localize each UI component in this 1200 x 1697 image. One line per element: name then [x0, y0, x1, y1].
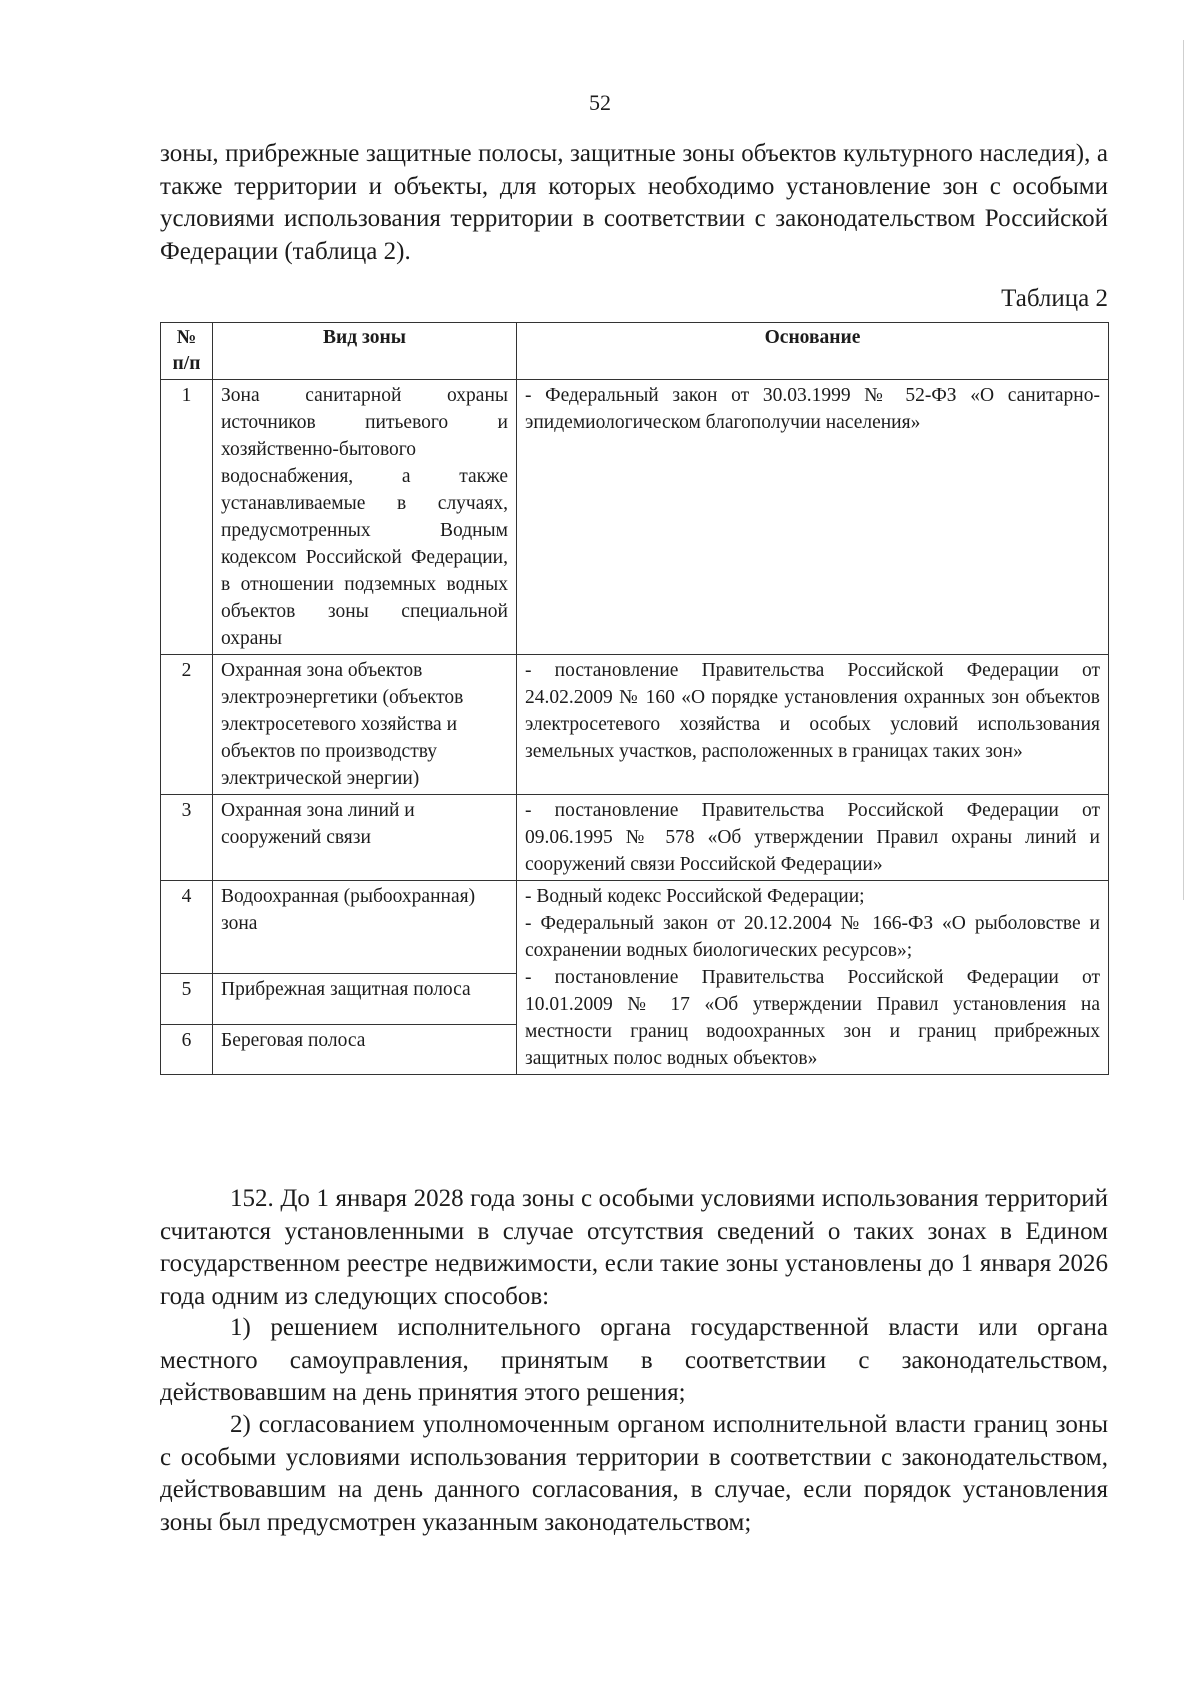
- basis-line: - Водный кодекс Российской Федерации;: [525, 886, 865, 907]
- row-basis: - постановление Правительства Российской Федерации от 24.02.2009 № 160 «О порядке установления охранных зон объектов электросетевого хозяйства и особых условий использования земельных участков, расположенных в границах таких зон»: [517, 655, 1109, 795]
- table-row: [161, 655, 1109, 795]
- scan-edge-line: [1183, 40, 1184, 900]
- table-row: [161, 881, 1109, 974]
- paragraph-152: 152. До 1 января 2028 года зоны с особыми условиями использования территорий считаются установленными в случае отсутствия сведений о таких зонах в Едином государственном реестре недвижимости, если такие зоны установлены до 1 января 2026 года одним из следующих способов:: [160, 1185, 1108, 1310]
- list-item-1: 1) решением исполнительного органа государственной власти или органа местного самоуправления, принятым в соответствии с законодательством, действовавшим на день принятия этого решения;: [160, 1314, 1108, 1406]
- row-basis: - постановление Правительства Российской Федерации от 09.06.1995 № 578 «Об утверждении Правил охраны линий и сооружений связи Российской Федерации»: [517, 795, 1109, 881]
- table-header-row: [161, 323, 1109, 380]
- row-num: 2: [161, 655, 213, 795]
- row-zone: Охранная зона линий и сооружений связи: [213, 795, 517, 881]
- table-row: [161, 795, 1109, 881]
- basis-line: - Федеральный закон от 20.12.2004 № 166-ФЗ «О рыболовстве и сохранении водных биологических ресурсов»;: [525, 913, 1100, 961]
- row-num: 4: [161, 881, 213, 974]
- list-item-2: 2) согласованием уполномоченным органом исполнительной власти границ зоны с особыми условиями использования территории в соответствии с законодательством, действовавшим на день данного согласования, в случае, если порядок установления зоны был предусмотрен указанным законодательством;: [160, 1411, 1108, 1536]
- header-basis: Основание: [517, 323, 1109, 380]
- zones-table: [160, 322, 1109, 1075]
- header-num: № п/п: [161, 323, 213, 380]
- basis-line: - постановление Правительства Российской Федерации от 10.01.2009 № 17 «Об утверждении Правил установления на местности границ водоохранных зон и границ прибрежных защитных полос водных объектов»: [525, 967, 1100, 1069]
- row-num: 6: [161, 1024, 213, 1074]
- page-number: 52: [589, 90, 611, 115]
- row-zone: Прибрежная защитная полоса: [213, 974, 517, 1024]
- shared-basis-cell: [517, 881, 1109, 1075]
- row-zone: Береговая полоса: [213, 1024, 517, 1074]
- row-zone: Охранная зона объектов электроэнергетики (объектов электросетевого хозяйства и объектов по производству электрической энергии): [213, 655, 517, 795]
- row-num: 3: [161, 795, 213, 881]
- intro-paragraph: зоны, прибрежные защитные полосы, защитные зоны объектов культурного наследия), а также территории и объекты, для которых необходимо установление зон с особыми условиями использования территории в соответствии с законодательством Российской Федерации (таблица 2).: [160, 140, 1108, 265]
- header-zone: Вид зоны: [213, 323, 517, 380]
- row-zone: Зона санитарной охраны источников питьевого и хозяйственно-бытового водоснабжения, а также устанавливаемые в случаях, предусмотренных Водным кодексом Российской Федерации, в отношении подземных водных объектов зоны специальной охраны: [213, 380, 517, 655]
- table-row: [161, 380, 1109, 655]
- row-basis: - Федеральный закон от 30.03.1999 № 52-ФЗ «О санитарно-эпидемиологическом благополучии населения»: [517, 380, 1109, 655]
- table-caption: Таблица 2: [1001, 285, 1108, 312]
- row-num: 1: [161, 380, 213, 655]
- row-zone: Водоохранная (рыбоохранная) зона: [213, 881, 517, 974]
- row-num: 5: [161, 974, 213, 1024]
